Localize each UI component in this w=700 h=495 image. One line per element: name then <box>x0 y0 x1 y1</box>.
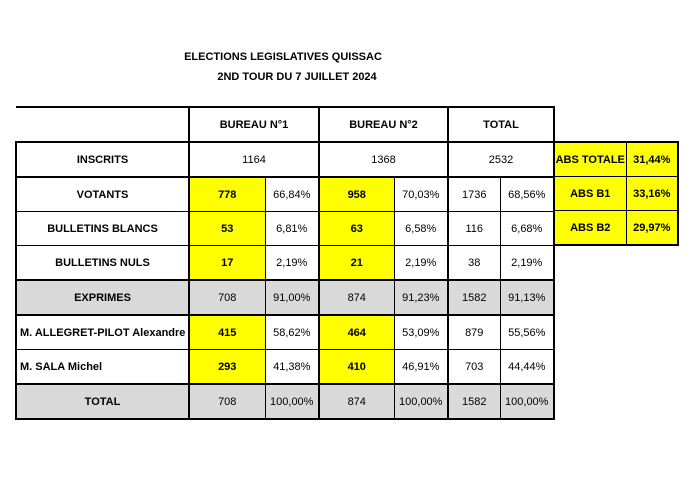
total-percent: 6,68% <box>500 212 554 246</box>
b2-percent: 53,09% <box>394 315 448 350</box>
row-label: VOTANTS <box>16 177 189 212</box>
total-count: 1582 <box>448 280 500 315</box>
b2-count: 410 <box>319 350 394 385</box>
b2-percent: 91,23% <box>394 280 448 315</box>
row-label: BULLETINS BLANCS <box>16 212 189 246</box>
total-percent: 68,56% <box>500 177 554 212</box>
abs-label: ABS B1 <box>554 177 626 211</box>
table-row <box>16 350 554 385</box>
total-percent: 100,00% <box>500 384 554 419</box>
b1-count: 778 <box>189 177 265 212</box>
b2-count: 21 <box>319 246 394 281</box>
abs-value: 33,16% <box>626 177 678 211</box>
document-title: ELECTIONS LEGISLATIVES QUISSAC <box>184 51 382 63</box>
table-row <box>16 246 554 281</box>
b1-count: 415 <box>189 315 265 350</box>
total-count: 703 <box>448 350 500 385</box>
total-count: 1582 <box>448 384 500 419</box>
total-percent: 2,19% <box>500 246 554 281</box>
b1-percent: 41,38% <box>265 350 319 385</box>
b2-count: 63 <box>319 212 394 246</box>
b1-percent: 6,81% <box>265 212 319 246</box>
abs-row <box>554 177 678 211</box>
b1-percent: 58,62% <box>265 315 319 350</box>
b1-count: 17 <box>189 246 265 281</box>
b1-percent: 2,19% <box>265 246 319 281</box>
b1-percent: 100,00% <box>265 384 319 419</box>
b2-count: 874 <box>319 280 394 315</box>
inscrits-row <box>16 142 554 177</box>
results-table <box>15 106 555 420</box>
abs-label: ABS B2 <box>554 211 626 246</box>
table-row <box>16 315 554 350</box>
table-row <box>16 384 554 419</box>
b1-count: 293 <box>189 350 265 385</box>
b2-percent: 46,91% <box>394 350 448 385</box>
b2-count: 874 <box>319 384 394 419</box>
b2-percent: 6,58% <box>394 212 448 246</box>
total-percent: 91,13% <box>500 280 554 315</box>
inscrits-b1: 1164 <box>189 142 319 177</box>
inscrits-total: 2532 <box>448 142 554 177</box>
total-count: 1736 <box>448 177 500 212</box>
b2-count: 464 <box>319 315 394 350</box>
b1-count: 53 <box>189 212 265 246</box>
document-subtitle: 2ND TOUR DU 7 JUILLET 2024 <box>217 71 377 83</box>
header-bureau-2: BUREAU N°2 <box>319 107 448 142</box>
b1-percent: 66,84% <box>265 177 319 212</box>
abs-row <box>554 211 678 246</box>
b1-count: 708 <box>189 280 265 315</box>
table-row <box>16 177 554 212</box>
empty-corner-cell <box>16 107 189 142</box>
abs-value: 29,97% <box>626 211 678 246</box>
b2-percent: 100,00% <box>394 384 448 419</box>
b1-count: 708 <box>189 384 265 419</box>
header-total: TOTAL <box>448 107 554 142</box>
total-count: 38 <box>448 246 500 281</box>
row-label: TOTAL <box>16 384 189 419</box>
row-label: INSCRITS <box>16 142 189 177</box>
b2-percent: 2,19% <box>394 246 448 281</box>
abs-row <box>554 142 678 177</box>
abstention-table <box>553 141 679 246</box>
total-count: 116 <box>448 212 500 246</box>
header-bureau-1: BUREAU N°1 <box>189 107 319 142</box>
abs-value: 31,44% <box>626 142 678 177</box>
table-row <box>16 280 554 315</box>
table-row <box>16 212 554 246</box>
row-label: BULLETINS NULS <box>16 246 189 281</box>
total-percent: 55,56% <box>500 315 554 350</box>
total-count: 879 <box>448 315 500 350</box>
row-label: EXPRIMES <box>16 280 189 315</box>
abs-label: ABS TOTALE <box>554 142 626 177</box>
b2-percent: 70,03% <box>394 177 448 212</box>
row-label: M. SALA Michel <box>16 350 189 385</box>
inscrits-b2: 1368 <box>319 142 448 177</box>
total-percent: 44,44% <box>500 350 554 385</box>
row-label: M. ALLEGRET-PILOT Alexandre <box>16 315 189 350</box>
header-row <box>16 107 554 142</box>
b1-percent: 91,00% <box>265 280 319 315</box>
b2-count: 958 <box>319 177 394 212</box>
